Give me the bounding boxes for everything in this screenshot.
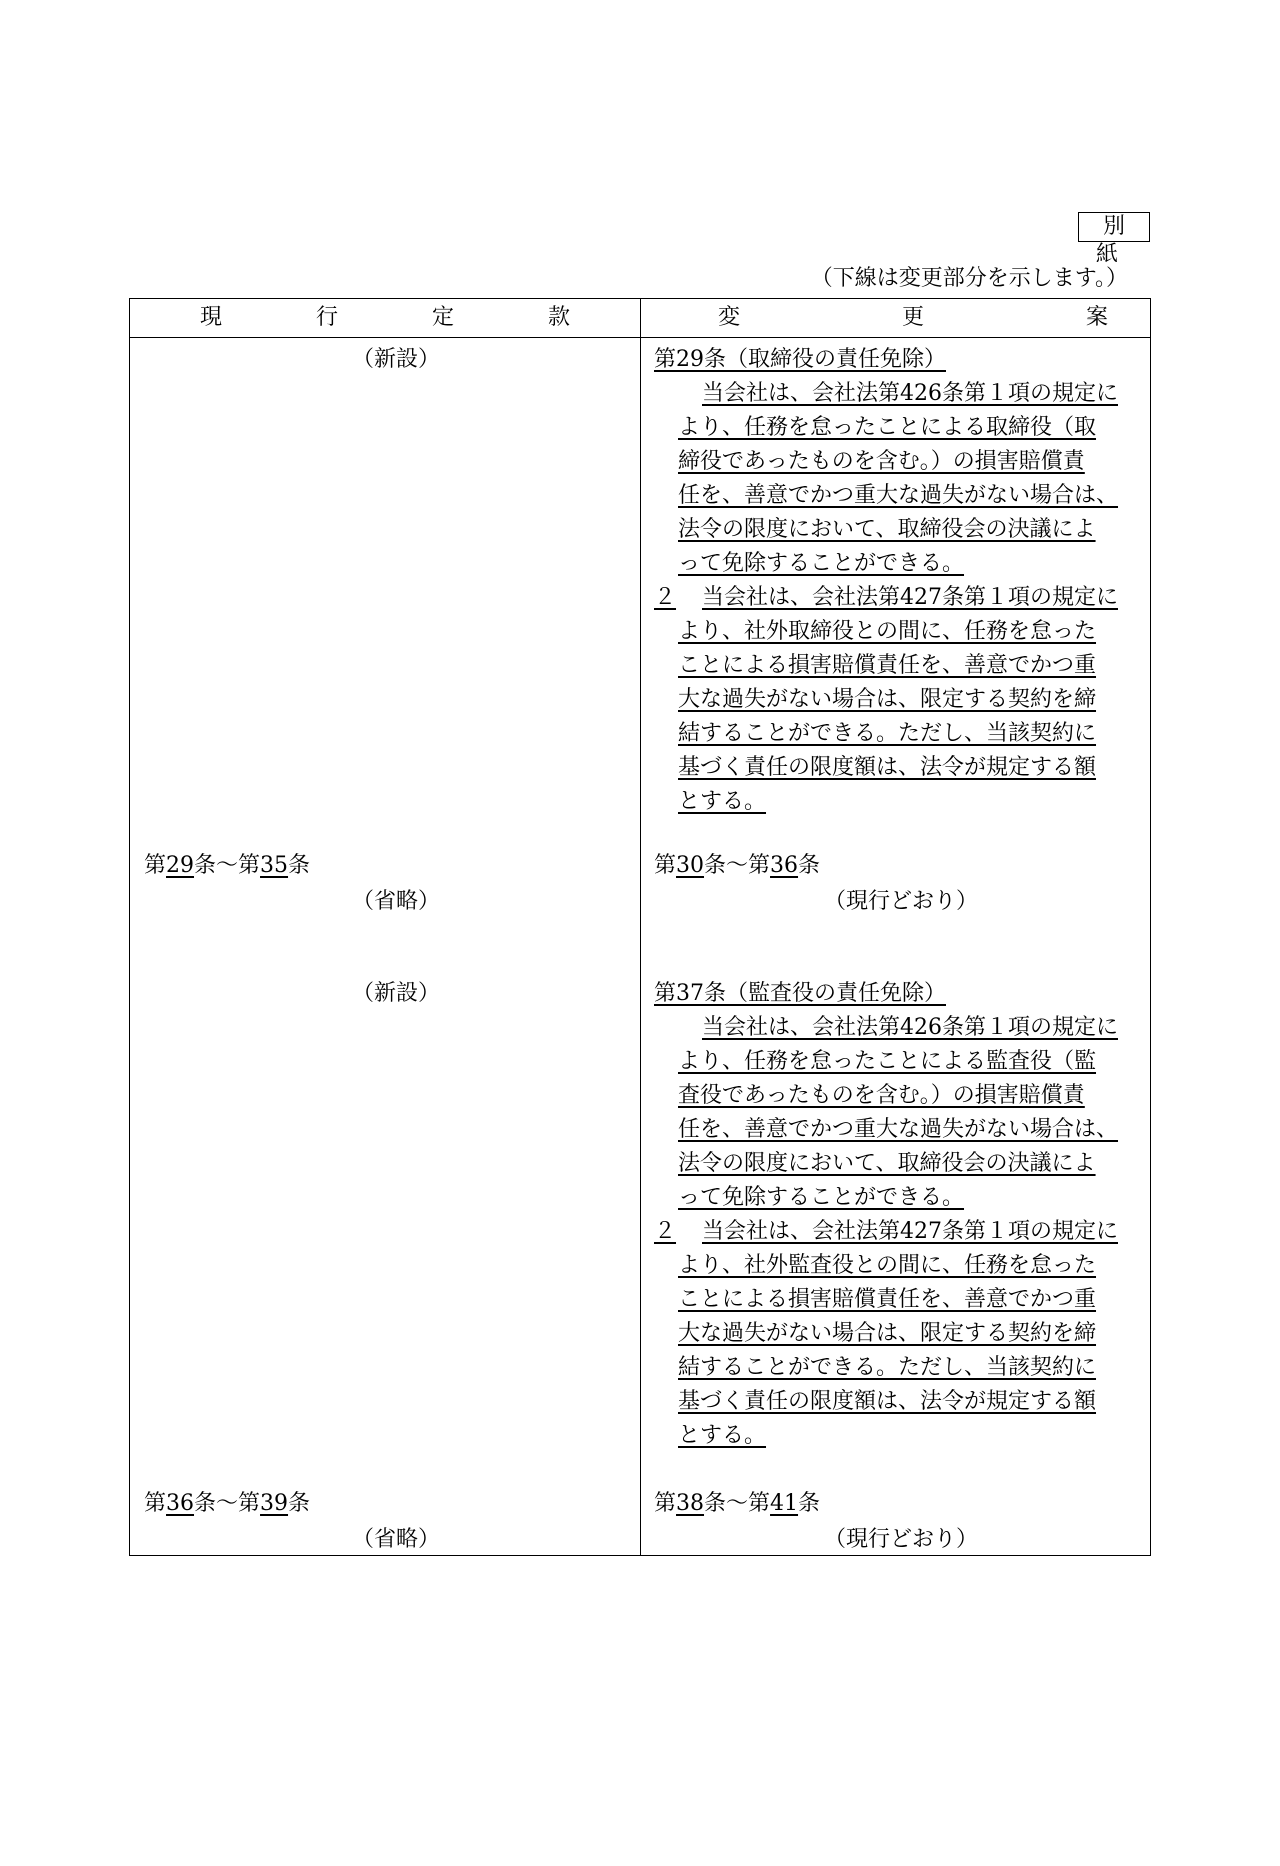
article-37-title: 第37条（監査役の責任免除） xyxy=(654,981,946,1006)
header-proposed-changes xyxy=(718,299,1108,337)
article-37-para1-line: より、任務を怠ったことによる監査役（監 xyxy=(678,1049,1097,1074)
range-text: 条～第 xyxy=(704,1491,771,1516)
article-29-para1-line: 法令の限度において、取締役会の決議によ xyxy=(678,517,1096,542)
range-number: 30 xyxy=(676,853,705,878)
range-number: 41 xyxy=(770,1491,799,1516)
article-29-para2-line: ことによる損害賠償責任を、善意でかつ重 xyxy=(678,653,1097,678)
header-char: 款 xyxy=(547,305,570,330)
article-37-para2-line: 当会社は、会社法第427条第１項の規定に xyxy=(702,1219,1118,1244)
article-29-para1-line: って免除することができる。 xyxy=(678,551,965,576)
range-text: 第 xyxy=(654,853,677,878)
range-number: 38 xyxy=(676,1491,705,1516)
left-new-article-2: （新設） xyxy=(352,981,441,1006)
left-new-article-1: （新設） xyxy=(352,347,441,372)
article-37-para1-line: って免除することができる。 xyxy=(678,1185,965,1210)
article-29-para1-line: より、任務を怠ったことによる取締役（取 xyxy=(678,415,1097,440)
article-37-para1-line: 当会社は、会社法第426条第１項の規定に xyxy=(702,1015,1118,1040)
header-char: 行 xyxy=(315,305,338,330)
range-number: 36 xyxy=(770,853,799,878)
range-number: 39 xyxy=(260,1491,289,1516)
article-37-para2-line: 結することができる。ただし、当該契約に xyxy=(678,1355,1097,1380)
article-29-para2-line: とする。 xyxy=(678,789,767,814)
range-text: 条 xyxy=(798,853,821,878)
underline-note: （下線は変更部分を示します。） xyxy=(810,266,1128,291)
right-article-range-1 xyxy=(654,849,820,883)
header-char: 現 xyxy=(200,305,223,330)
article-29-title: 第29条（取締役の責任免除） xyxy=(654,347,946,372)
range-text: 条～第 xyxy=(704,853,771,878)
article-29-para1-line: 当会社は、会社法第426条第１項の規定に xyxy=(702,381,1118,406)
range-text: 条～第 xyxy=(194,853,261,878)
left-article-range-2 xyxy=(144,1487,310,1521)
left-omitted-1: （省略） xyxy=(352,889,441,914)
attachment-label: 別 紙 xyxy=(1078,212,1150,242)
article-29-para2-line: 大な過失がない場合は、限定する契約を締 xyxy=(678,687,1097,712)
header-char: 定 xyxy=(431,305,454,330)
article-29-para1-line: 任を、善意でかつ重大な過失がない場合は、 xyxy=(678,483,1119,508)
comparison-table xyxy=(129,298,1151,1556)
article-37-para2-line: とする。 xyxy=(678,1423,767,1448)
right-article-range-2 xyxy=(654,1487,820,1521)
left-omitted-2: （省略） xyxy=(352,1527,441,1552)
header-char: 変 xyxy=(718,305,741,330)
range-number: 35 xyxy=(260,853,289,878)
range-text: 条 xyxy=(288,853,311,878)
article-29-para2-line: 当会社は、会社法第427条第１項の規定に xyxy=(702,585,1118,610)
header-divider xyxy=(130,337,1150,338)
column-divider xyxy=(640,299,641,1555)
header-char: 更 xyxy=(901,305,924,330)
header-char: 案 xyxy=(1085,305,1108,330)
range-text: 条～第 xyxy=(194,1491,261,1516)
range-text: 第 xyxy=(144,1491,167,1516)
article-29-para2-line: 結することができる。ただし、当該契約に xyxy=(678,721,1097,746)
article-37-para2-line: 大な過失がない場合は、限定する契約を締 xyxy=(678,1321,1097,1346)
range-text: 条 xyxy=(798,1491,821,1516)
article-37-para1-line: 任を、善意でかつ重大な過失がない場合は、 xyxy=(678,1117,1119,1142)
header-current-articles xyxy=(200,299,570,337)
article-37-para1-line: 査役であったものを含む。）の損害賠償責 xyxy=(678,1083,1085,1108)
article-29-para2-number: ２ xyxy=(654,585,677,610)
article-37-para2-line: 基づく責任の限度額は、法令が規定する額 xyxy=(678,1389,1097,1414)
article-37-para2-line: ことによる損害賠償責任を、善意でかつ重 xyxy=(678,1287,1097,1312)
article-29-para2-line: より、社外取締役との間に、任務を怠った xyxy=(678,619,1097,644)
right-unchanged-2: （現行どおり） xyxy=(824,1527,979,1552)
range-number: 36 xyxy=(166,1491,195,1516)
range-number: 29 xyxy=(166,853,195,878)
article-37-para2-line: より、社外監査役との間に、任務を怠った xyxy=(678,1253,1097,1278)
article-29-para1-line: 締役であったものを含む。）の損害賠償責 xyxy=(678,449,1085,474)
article-37-para2-number: ２ xyxy=(654,1219,677,1244)
range-text: 第 xyxy=(144,853,167,878)
article-37-para1-line: 法令の限度において、取締役会の決議によ xyxy=(678,1151,1096,1176)
left-article-range-1 xyxy=(144,849,310,883)
range-text: 条 xyxy=(288,1491,311,1516)
range-text: 第 xyxy=(654,1491,677,1516)
article-29-para2-line: 基づく責任の限度額は、法令が規定する額 xyxy=(678,755,1097,780)
right-unchanged-1: （現行どおり） xyxy=(824,889,979,914)
